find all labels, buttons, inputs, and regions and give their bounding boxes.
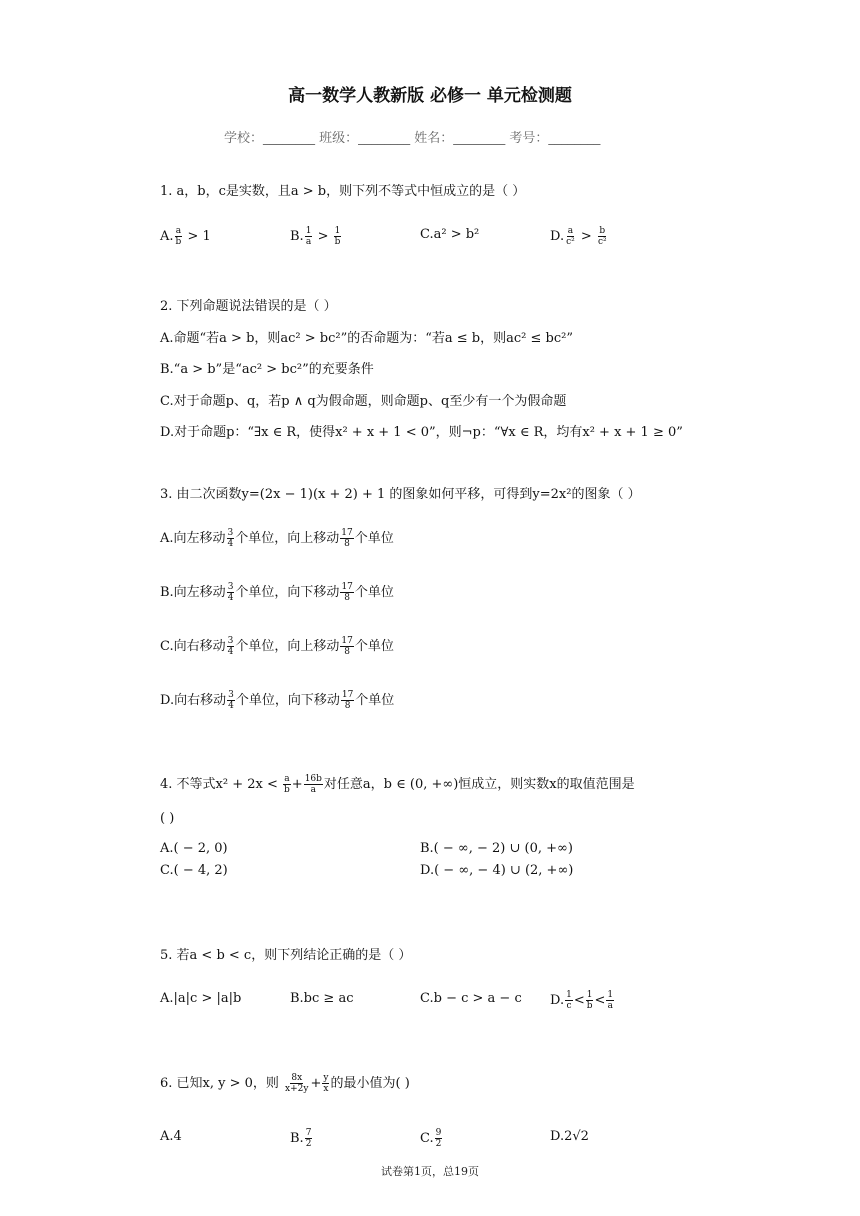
q1-option-c: C.a² > b²	[420, 227, 480, 242]
q4-answer-paren: ( )	[160, 811, 175, 826]
q3-option-c: C.向右移动 $\frac{3}{4}$ 个单位，向上移动 $\frac{17}{8}$ 个单位	[160, 636, 394, 657]
question-3-stem: 3. 由二次函数y=(2x − 1)(x + 2) + 1 的图象如何平移，可得到y=2x²的图象（ ）	[160, 487, 641, 502]
q6-option-d: D.2√2	[550, 1129, 589, 1144]
q5-option-c: C.b − c > a − c	[420, 991, 522, 1006]
q6-option-a: A.4	[160, 1129, 182, 1144]
question-2-stem: 2. 下列命题说法错误的是（ ）	[160, 299, 337, 314]
q3-option-d: D.向右移动 $\frac{3}{4}$ 个单位，向下移动 $\frac{17}{8}$ 个单位	[160, 690, 395, 711]
q5-option-b: B.bc ≥ ac	[290, 991, 354, 1006]
question-1-stem: 1. a，b，c是实数，且a > b，则下列不等式中恒成立的是（ ）	[160, 184, 526, 199]
q1-option-a: A. $\frac{a}{b}$ > 1	[160, 226, 211, 247]
q3-option-b: B.向左移动 $\frac{3}{4}$ 个单位，向下移动 $\frac{17}{8}$ 个单位	[160, 582, 394, 603]
q6-option-c: C. $\frac{9}{2}$	[420, 1128, 442, 1149]
student-info-line: 学校：________ 班级：________ 姓名：________ 考号：________	[224, 131, 601, 146]
q2-option-d: D.对于命题p：“∃x ∈ R，使得x² + x + 1 < 0”，则¬p：“∀x ∈ R，均有x² + x + 1 ≥ 0”	[160, 425, 683, 440]
q5-option-d: D. $\frac{1}{c}$ < $\frac{1}{b}$ < $\frac{1}{a}$	[550, 990, 614, 1011]
page-footer: 试卷第1页，总19页	[381, 1165, 479, 1178]
q2-option-c: C.对于命题p、q，若p ∧ q为假命题，则命题p、q至少有一个为假命题	[160, 394, 567, 409]
q4-option-b: B.( − ∞, − 2) ∪ (0, +∞)	[420, 841, 573, 856]
q4-option-d: D.( − ∞, − 4) ∪ (2, +∞)	[420, 863, 574, 878]
question-4-stem: 4. 不等式x² + 2x < $\frac{a}{b}$ + $\frac{16b}{a}$ 对任意a，b ∈ (0, +∞)恒成立，则实数x的取值范围是	[160, 774, 635, 795]
q6-option-b: B. $\frac{7}{2}$	[290, 1128, 312, 1149]
question-5-stem: 5. 若a < b < c，则下列结论正确的是（ ）	[160, 948, 412, 963]
question-6-stem: 6. 已知x, y > 0，则 $\frac{8x}{x+2y}$ + $\frac{y}{x}$ 的最小值为( )	[160, 1073, 410, 1094]
q1-option-d: D. $\frac{a}{\text{c²}}$ > $\frac{b}{\text{c²}}$	[550, 226, 607, 247]
q2-option-a: A.命题“若a > b，则ac² > bc²”的否命题为：“若a ≤ b，则ac² ≤ bc²”	[160, 331, 573, 346]
q4-option-c: C.( − 4, 2)	[160, 863, 228, 878]
q3-option-a: A.向左移动 $\frac{3}{4}$ 个单位，向上移动 $\frac{17}{8}$ 个单位	[160, 528, 394, 549]
page-title: 高一数学人教新版 必修一 单元检测题	[288, 86, 572, 106]
q5-option-a: A.|a|c > |a|b	[160, 991, 242, 1006]
q1-option-b: B. $\frac{1}{a}$ > $\frac{1}{b}$	[290, 226, 341, 247]
q2-option-b: B.“a > b”是“ac² > bc²”的充要条件	[160, 362, 374, 377]
q4-option-a: A.( − 2, 0)	[160, 841, 228, 856]
